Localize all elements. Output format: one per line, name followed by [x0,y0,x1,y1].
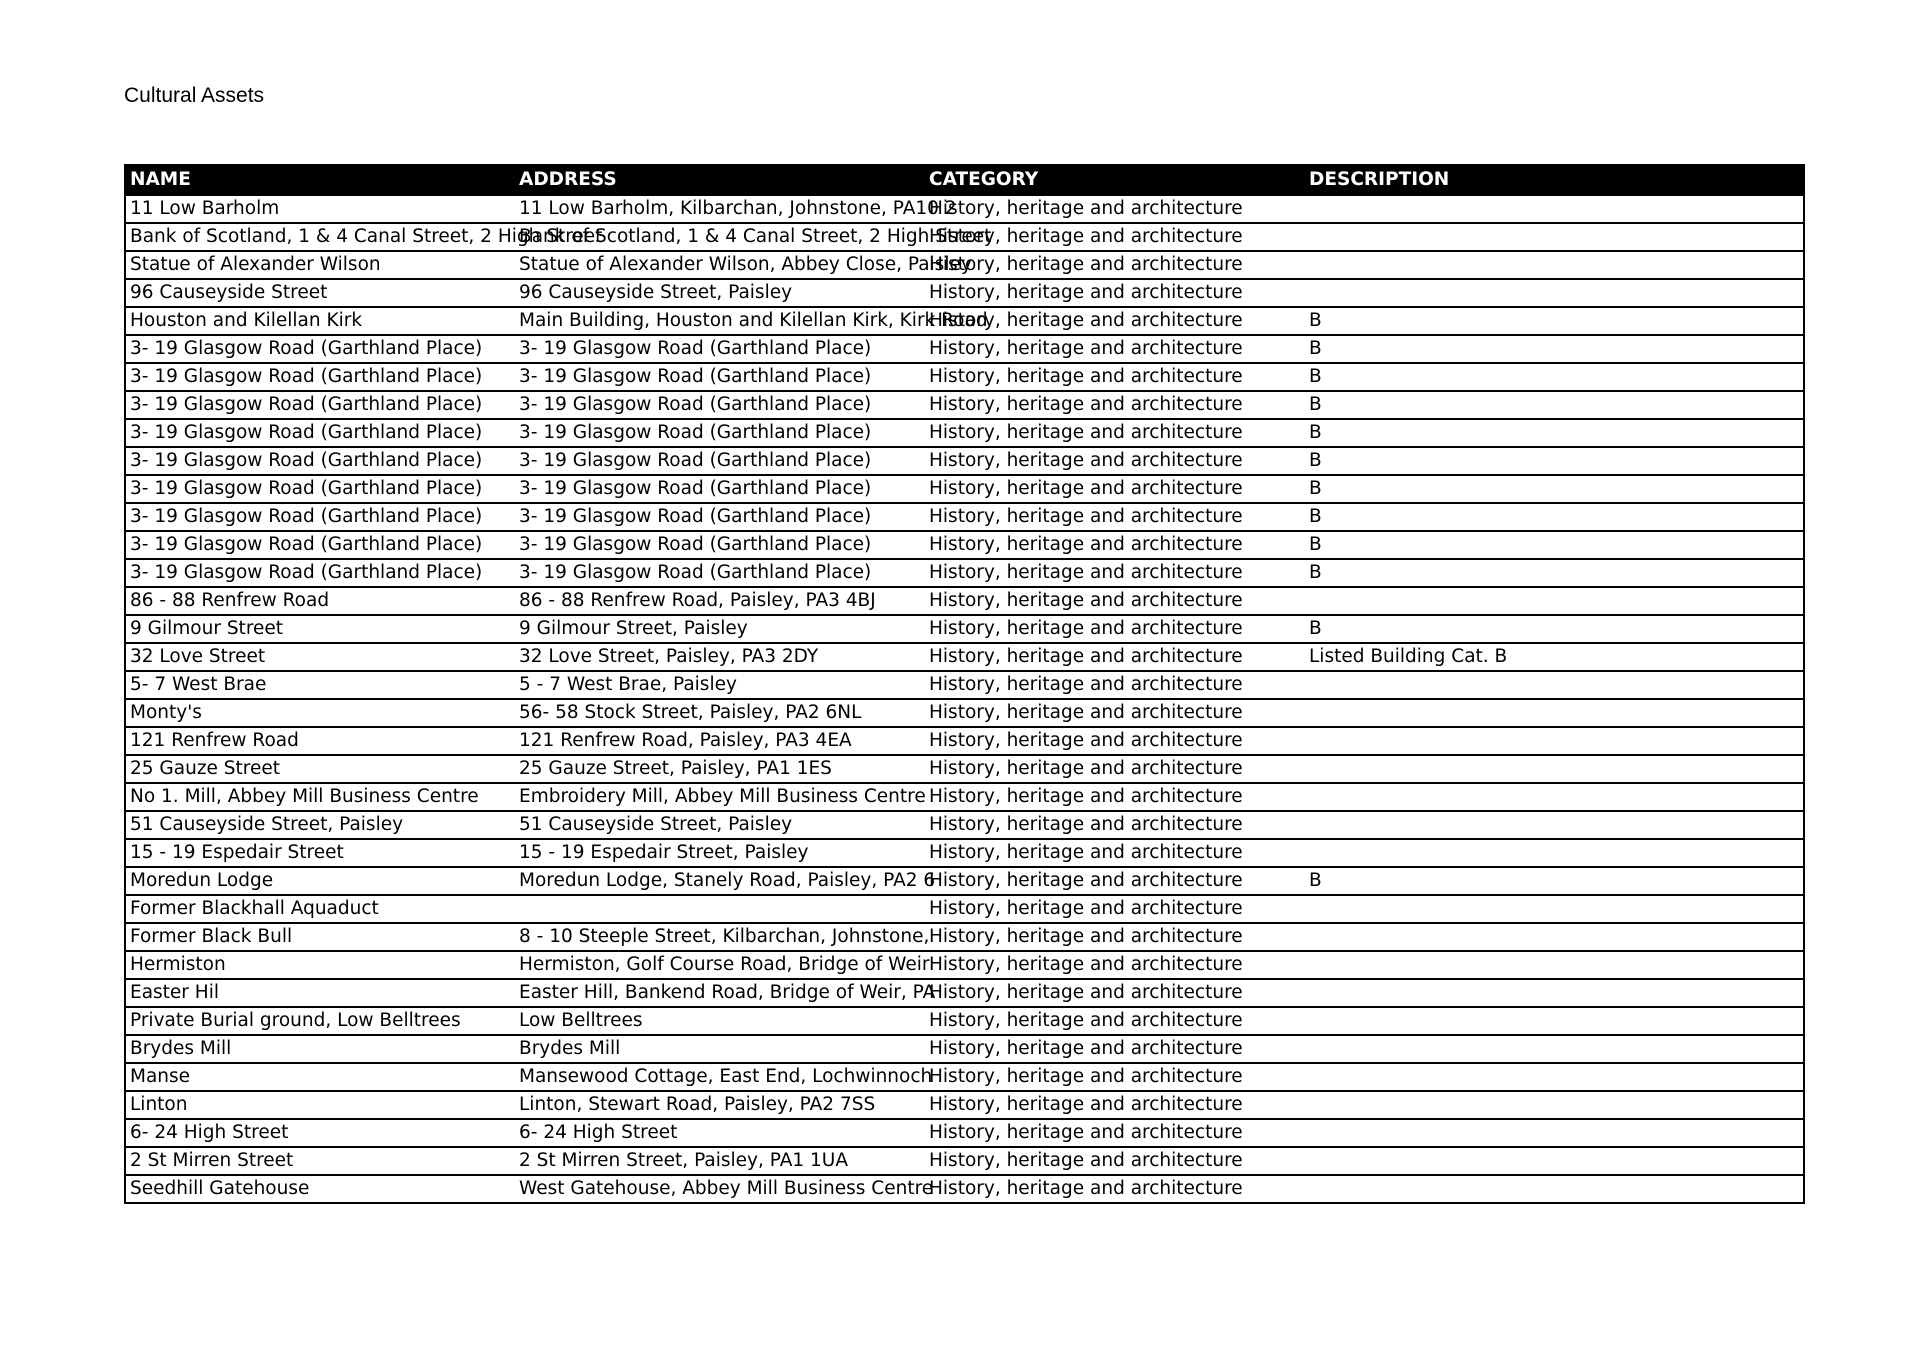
cell-category: History, heritage and architecture [925,475,1305,503]
cell-address: 3- 19 Glasgow Road (Garthland Place) [515,391,925,419]
cell-category: History, heritage and architecture [925,1147,1305,1175]
cell-category: History, heritage and architecture [925,1175,1305,1203]
cell-name: Hermiston [125,951,515,979]
page-title: Cultural Assets [124,84,265,107]
cell-category: History, heritage and architecture [925,1063,1305,1091]
cell-category: History, heritage and architecture [925,895,1305,923]
cell-name: 121 Renfrew Road [125,727,515,755]
cell-category: History, heritage and architecture [925,363,1305,391]
cell-description [1305,839,1804,867]
cell-name: 3- 19 Glasgow Road (Garthland Place) [125,391,515,419]
cell-description [1305,587,1804,615]
table-row [125,1091,1804,1119]
cell-category: History, heritage and architecture [925,503,1305,531]
cell-address: 32 Love Street, Paisley, PA3 2DY [515,643,925,671]
column-header-category: CATEGORY [925,165,1305,195]
cell-category: History, heritage and architecture [925,419,1305,447]
table-row [125,839,1804,867]
cell-name: 3- 19 Glasgow Road (Garthland Place) [125,447,515,475]
cell-category: History, heritage and architecture [925,979,1305,1007]
cell-address: 3- 19 Glasgow Road (Garthland Place) [515,475,925,503]
table-row [125,475,1804,503]
table-row [125,335,1804,363]
cell-address: Moredun Lodge, Stanely Road, Paisley, PA2 6 [515,867,925,895]
cell-address: 2 St Mirren Street, Paisley, PA1 1UA [515,1147,925,1175]
cell-name: Houston and Kilellan Kirk [125,307,515,335]
column-header-address: ADDRESS [515,165,925,195]
cell-name: 3- 19 Glasgow Road (Garthland Place) [125,419,515,447]
cell-description [1305,699,1804,727]
table-row [125,531,1804,559]
cell-address: Main Building, Houston and Kilellan Kirk, Kirk Road [515,307,925,335]
table-row [125,755,1804,783]
cell-description [1305,251,1804,279]
cell-category: History, heritage and architecture [925,615,1305,643]
cell-address: 8 - 10 Steeple Street, Kilbarchan, Johnstone, [515,923,925,951]
cell-description: B [1305,531,1804,559]
table-row [125,447,1804,475]
cell-description [1305,1007,1804,1035]
table-row [125,1147,1804,1175]
cell-address [515,895,925,923]
cell-address: 25 Gauze Street, Paisley, PA1 1ES [515,755,925,783]
cell-description [1305,1091,1804,1119]
table-row [125,503,1804,531]
cell-address: Low Belltrees [515,1007,925,1035]
table-row [125,279,1804,307]
table-body [125,195,1804,1203]
table-row [125,559,1804,587]
cell-address: Linton, Stewart Road, Paisley, PA2 7SS [515,1091,925,1119]
cell-name: Moredun Lodge [125,867,515,895]
cell-description: B [1305,503,1804,531]
cell-category: History, heritage and architecture [925,643,1305,671]
cell-description [1305,1175,1804,1203]
table-row [125,895,1804,923]
table-row [125,671,1804,699]
cell-category: History, heritage and architecture [925,867,1305,895]
table-row [125,643,1804,671]
cell-address: 5 - 7 West Brae, Paisley [515,671,925,699]
column-header-description: DESCRIPTION [1305,165,1804,195]
cell-description [1305,727,1804,755]
cell-address: Embroidery Mill, Abbey Mill Business Centre [515,783,925,811]
cell-category: History, heritage and architecture [925,1035,1305,1063]
cell-name: 3- 19 Glasgow Road (Garthland Place) [125,559,515,587]
cell-name: Monty's [125,699,515,727]
cell-description [1305,671,1804,699]
table-row [125,923,1804,951]
cell-address: 15 - 19 Espedair Street, Paisley [515,839,925,867]
cell-name: Linton [125,1091,515,1119]
table-row [125,391,1804,419]
cell-address: 86 - 88 Renfrew Road, Paisley, PA3 4BJ [515,587,925,615]
cell-description: B [1305,867,1804,895]
cell-address: 96 Causeyside Street, Paisley [515,279,925,307]
table-header-row [125,165,1804,195]
table-row [125,419,1804,447]
cell-address: Easter Hill, Bankend Road, Bridge of Weir, PA [515,979,925,1007]
cell-name: Bank of Scotland, 1 & 4 Canal Street, 2 High Street [125,223,515,251]
cell-description [1305,1147,1804,1175]
cell-description: B [1305,307,1804,335]
cell-description: B [1305,559,1804,587]
cell-description [1305,195,1804,223]
cell-address: 3- 19 Glasgow Road (Garthland Place) [515,335,925,363]
cell-address: Mansewood Cottage, East End, Lochwinnoch [515,1063,925,1091]
cell-category: History, heritage and architecture [925,727,1305,755]
cell-name: Seedhill Gatehouse [125,1175,515,1203]
table-row [125,195,1804,223]
cell-address: 6- 24 High Street [515,1119,925,1147]
table-row [125,1007,1804,1035]
cell-description [1305,1035,1804,1063]
cell-description: B [1305,419,1804,447]
cell-name: Brydes Mill [125,1035,515,1063]
cell-name: 3- 19 Glasgow Road (Garthland Place) [125,531,515,559]
cell-category: History, heritage and architecture [925,559,1305,587]
cell-name: 96 Causeyside Street [125,279,515,307]
cell-address: West Gatehouse, Abbey Mill Business Centre [515,1175,925,1203]
cell-description [1305,783,1804,811]
cell-address: 9 Gilmour Street, Paisley [515,615,925,643]
cell-category: History, heritage and architecture [925,251,1305,279]
column-header-name: NAME [125,165,515,195]
cell-name: Former Black Bull [125,923,515,951]
cell-category: History, heritage and architecture [925,1119,1305,1147]
cell-category: History, heritage and architecture [925,783,1305,811]
cell-category: History, heritage and architecture [925,223,1305,251]
cell-address: Bank of Scotland, 1 & 4 Canal Street, 2 High Street [515,223,925,251]
cell-name: Private Burial ground, Low Belltrees [125,1007,515,1035]
cell-name: 3- 19 Glasgow Road (Garthland Place) [125,475,515,503]
cell-category: History, heritage and architecture [925,839,1305,867]
cell-category: History, heritage and architecture [925,587,1305,615]
table-row [125,727,1804,755]
cell-category: History, heritage and architecture [925,307,1305,335]
table-row [125,307,1804,335]
cell-description: B [1305,363,1804,391]
cell-category: History, heritage and architecture [925,279,1305,307]
cell-category: History, heritage and architecture [925,335,1305,363]
cell-name: 9 Gilmour Street [125,615,515,643]
cell-address: 51 Causeyside Street, Paisley [515,811,925,839]
cell-name: Easter Hil [125,979,515,1007]
cell-category: History, heritage and architecture [925,1091,1305,1119]
cell-address: 121 Renfrew Road, Paisley, PA3 4EA [515,727,925,755]
cell-description: B [1305,447,1804,475]
cell-category: History, heritage and architecture [925,671,1305,699]
table-row [125,951,1804,979]
cell-name: Manse [125,1063,515,1091]
table-row [125,699,1804,727]
cultural-assets-table [124,164,1805,1204]
table-row [125,811,1804,839]
cell-name: 32 Love Street [125,643,515,671]
cell-name: 86 - 88 Renfrew Road [125,587,515,615]
table-row [125,251,1804,279]
table-row [125,1035,1804,1063]
cell-description [1305,223,1804,251]
table-row [125,587,1804,615]
cell-address: 3- 19 Glasgow Road (Garthland Place) [515,531,925,559]
cell-address: 3- 19 Glasgow Road (Garthland Place) [515,363,925,391]
cell-name: 5- 7 West Brae [125,671,515,699]
cell-address: 3- 19 Glasgow Road (Garthland Place) [515,503,925,531]
cell-name: 25 Gauze Street [125,755,515,783]
cell-name: 3- 19 Glasgow Road (Garthland Place) [125,335,515,363]
cell-description [1305,895,1804,923]
cell-category: History, heritage and architecture [925,755,1305,783]
cell-description [1305,1063,1804,1091]
cell-category: History, heritage and architecture [925,923,1305,951]
table-row [125,615,1804,643]
cell-name: Statue of Alexander Wilson [125,251,515,279]
cell-address: 56- 58 Stock Street, Paisley, PA2 6NL [515,699,925,727]
table-row [125,223,1804,251]
cell-description: Listed Building Cat. B [1305,643,1804,671]
cell-category: History, heritage and architecture [925,447,1305,475]
cell-description [1305,979,1804,1007]
cell-description: B [1305,475,1804,503]
cell-address: Brydes Mill [515,1035,925,1063]
cell-description: B [1305,615,1804,643]
cell-category: History, heritage and architecture [925,391,1305,419]
cell-name: No 1. Mill, Abbey Mill Business Centre [125,783,515,811]
cell-address: Hermiston, Golf Course Road, Bridge of Weir [515,951,925,979]
cell-name: Former Blackhall Aquaduct [125,895,515,923]
cell-category: History, heritage and architecture [925,811,1305,839]
cell-address: Statue of Alexander Wilson, Abbey Close, Paisley [515,251,925,279]
cell-name: 6- 24 High Street [125,1119,515,1147]
cell-name: 3- 19 Glasgow Road (Garthland Place) [125,363,515,391]
cell-description [1305,811,1804,839]
table-row [125,1119,1804,1147]
cell-address: 3- 19 Glasgow Road (Garthland Place) [515,559,925,587]
cell-category: History, heritage and architecture [925,531,1305,559]
cell-description [1305,923,1804,951]
cell-category: History, heritage and architecture [925,951,1305,979]
table-row [125,867,1804,895]
cell-category: History, heritage and architecture [925,195,1305,223]
table-row [125,979,1804,1007]
cell-description [1305,1119,1804,1147]
table-row [125,1175,1804,1203]
cell-description: B [1305,335,1804,363]
cell-category: History, heritage and architecture [925,699,1305,727]
cell-name: 2 St Mirren Street [125,1147,515,1175]
cell-description [1305,279,1804,307]
table-row [125,783,1804,811]
cell-description: B [1305,391,1804,419]
cell-address: 11 Low Barholm, Kilbarchan, Johnstone, PA10 2 [515,195,925,223]
cell-name: 3- 19 Glasgow Road (Garthland Place) [125,503,515,531]
cell-description [1305,755,1804,783]
table-row [125,363,1804,391]
cell-description [1305,951,1804,979]
table-row [125,1063,1804,1091]
cell-category: History, heritage and architecture [925,1007,1305,1035]
cell-address: 3- 19 Glasgow Road (Garthland Place) [515,447,925,475]
cell-name: 51 Causeyside Street, Paisley [125,811,515,839]
cell-name: 15 - 19 Espedair Street [125,839,515,867]
cell-address: 3- 19 Glasgow Road (Garthland Place) [515,419,925,447]
cell-name: 11 Low Barholm [125,195,515,223]
